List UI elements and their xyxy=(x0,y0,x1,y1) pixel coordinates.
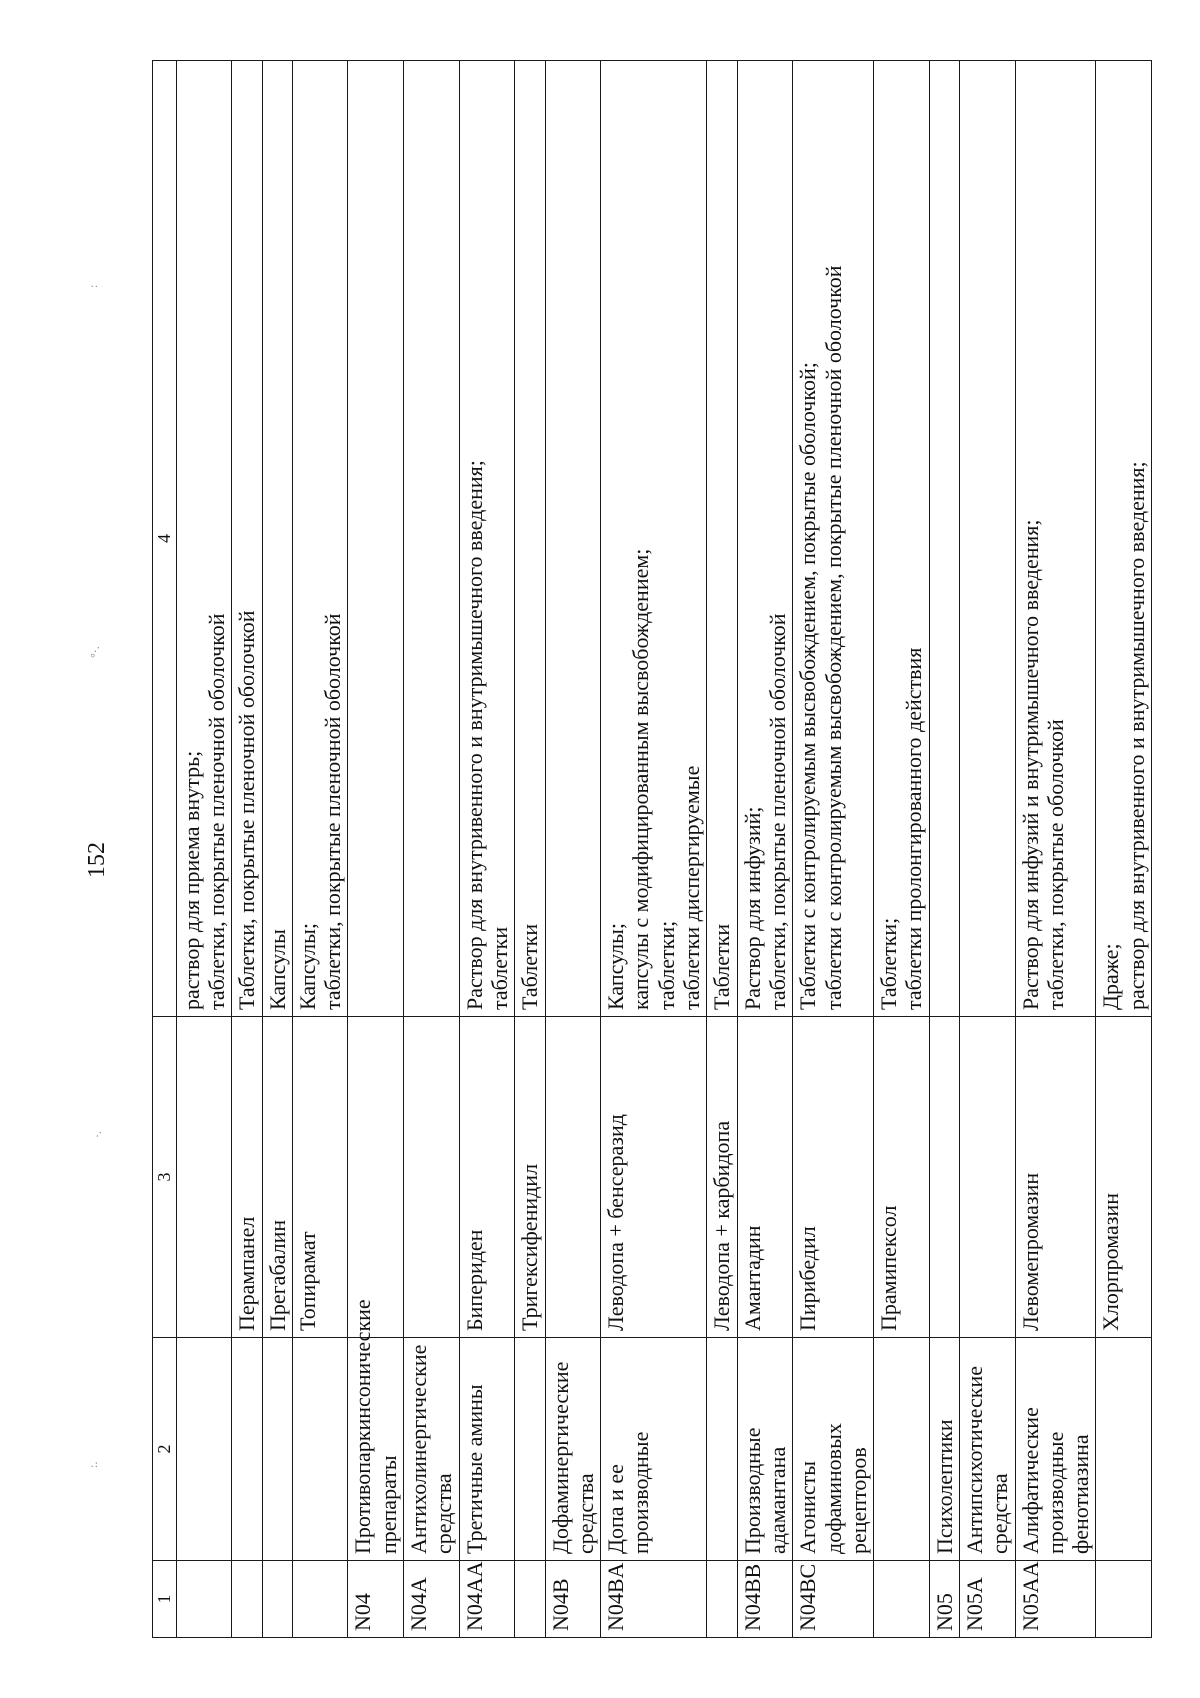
table-row xyxy=(960,61,1016,1638)
scan-mark: ·. xyxy=(90,1131,104,1138)
dosage-forms-cell: Драже; раствор для внутривенного и внутримышечного введения; xyxy=(1096,61,1152,1017)
atc-code-cell: N04BA xyxy=(601,1561,707,1638)
drug-name-cell: Тригексифенидил xyxy=(515,1017,545,1338)
drug-name-cell xyxy=(404,1017,460,1338)
table-row xyxy=(707,61,737,1638)
atc-code-cell xyxy=(1096,1561,1152,1638)
header-col-4: 4 xyxy=(153,61,177,1017)
drug-name-cell xyxy=(176,1017,232,1338)
group-name-cell: Агонисты дофаминовых рецепторов xyxy=(793,1338,874,1561)
table-row xyxy=(515,61,545,1638)
dosage-forms-cell xyxy=(404,61,460,1017)
drug-name-cell: Левомепромазин xyxy=(1015,1017,1096,1338)
atc-code-cell xyxy=(232,1561,262,1638)
drug-name-cell: Топирамат xyxy=(292,1017,348,1338)
dosage-forms-cell: Капсулы; капсулы с модифицированным высвобождением; таблетки; таблетки диспергируемые xyxy=(601,61,707,1017)
header-col-2: 2 xyxy=(153,1338,177,1561)
drug-name-cell: Прамипексол xyxy=(874,1017,930,1338)
header-col-1: 1 xyxy=(153,1561,177,1638)
table-row xyxy=(1096,61,1152,1638)
drug-name-cell: Леводопа + бенсеразид xyxy=(601,1017,707,1338)
header-row xyxy=(153,61,177,1638)
atc-code-cell: N04AA xyxy=(459,1561,515,1638)
atc-code-cell: N04BB xyxy=(737,1561,793,1638)
group-name-cell xyxy=(707,1338,737,1561)
table-row xyxy=(348,61,404,1638)
dosage-forms-cell: Таблетки с контролируемым высвобождением, покрытые оболочкой; таблетки с контролируемым высвобождением, покрытые пленочной оболочкой xyxy=(793,61,874,1017)
dosage-forms-cell xyxy=(348,61,404,1017)
group-name-cell: Производные адамантана xyxy=(737,1338,793,1561)
dosage-forms-cell xyxy=(929,61,959,1017)
dosage-forms-cell: Капсулы; таблетки, покрытые пленочной оболочкой xyxy=(292,61,348,1017)
table-row xyxy=(176,61,232,1638)
group-name-cell: Противопаркинсонические препараты xyxy=(348,1338,404,1561)
atc-code-cell xyxy=(707,1561,737,1638)
atc-code-cell xyxy=(292,1561,348,1638)
dosage-forms-cell: Раствор для инфузий и внутримышечного введения; таблетки, покрытые оболочкой xyxy=(1015,61,1096,1017)
drug-name-cell: Перампанел xyxy=(232,1017,262,1338)
atc-code-cell: N04 xyxy=(348,1561,404,1638)
dosage-forms-cell: Таблетки, покрытые пленочной оболочкой xyxy=(232,61,262,1017)
dosage-forms-cell: Таблетки xyxy=(707,61,737,1017)
table-row xyxy=(232,61,262,1638)
atc-code-cell: N04A xyxy=(404,1561,460,1638)
scan-mark: °·. xyxy=(88,646,102,658)
dosage-forms-cell: Капсулы xyxy=(262,61,292,1017)
group-name-cell xyxy=(262,1338,292,1561)
drug-name-cell: Леводопа + карбидопа xyxy=(707,1017,737,1338)
table-row xyxy=(793,61,874,1638)
drug-name-cell xyxy=(960,1017,1016,1338)
group-name-cell xyxy=(232,1338,262,1561)
drug-name-cell xyxy=(348,1017,404,1338)
table-row xyxy=(292,61,348,1638)
drug-name-cell xyxy=(545,1017,601,1338)
atc-code-cell xyxy=(262,1561,292,1638)
group-name-cell: Третичные амины xyxy=(459,1338,515,1561)
drug-name-cell: Хлорпромазин xyxy=(1096,1017,1152,1338)
atc-code-cell: N05 xyxy=(929,1561,959,1638)
dosage-forms-cell: раствор для приема внутрь; таблетки, покрытые пленочной оболочкой xyxy=(176,61,232,1017)
table-row xyxy=(404,61,460,1638)
drug-name-cell: Прегабалин xyxy=(262,1017,292,1338)
group-name-cell: Антипсихотические средства xyxy=(960,1338,1016,1561)
group-name-cell xyxy=(874,1338,930,1561)
group-name-cell: Антихолинергические средства xyxy=(404,1338,460,1561)
atc-code-cell xyxy=(176,1561,232,1638)
scan-mark: : xyxy=(86,284,100,288)
scan-mark: :. xyxy=(86,1461,100,1468)
atc-code-cell: N05AA xyxy=(1015,1561,1096,1638)
atc-code-cell xyxy=(515,1561,545,1638)
atc-code-cell: N04B xyxy=(545,1561,601,1638)
group-name-cell xyxy=(1096,1338,1152,1561)
drug-name-cell xyxy=(929,1017,959,1338)
group-name-cell xyxy=(292,1338,348,1561)
group-name-cell xyxy=(515,1338,545,1561)
atc-code-cell: N05A xyxy=(960,1561,1016,1638)
dosage-forms-cell: Раствор для инфузий; таблетки, покрытые пленочной оболочкой xyxy=(737,61,793,1017)
header-col-3: 3 xyxy=(153,1017,177,1338)
group-name-cell xyxy=(176,1338,232,1561)
group-name-cell: Психолептики xyxy=(929,1338,959,1561)
table-row xyxy=(929,61,959,1638)
group-name-cell: Алифатические производные фенотиазина xyxy=(1015,1338,1096,1561)
table-row xyxy=(874,61,930,1638)
table-row xyxy=(737,61,793,1638)
table-row xyxy=(262,61,292,1638)
dosage-forms-cell: Таблетки xyxy=(515,61,545,1017)
dosage-forms-cell: Таблетки; таблетки пролонгированного действия xyxy=(874,61,930,1017)
group-name-cell: Допа и ее производные xyxy=(601,1338,707,1561)
drug-table xyxy=(152,60,1152,1638)
atc-code-cell: N04BC xyxy=(793,1561,874,1638)
table-row xyxy=(1015,61,1096,1638)
dosage-forms-cell: Раствор для внутривенного и внутримышечного введения; таблетки xyxy=(459,61,515,1017)
page-number: 152 xyxy=(84,842,110,878)
drug-name-cell: Бипериден xyxy=(459,1017,515,1338)
atc-code-cell xyxy=(874,1561,930,1638)
table-row xyxy=(459,61,515,1638)
drug-name-cell: Амантадин xyxy=(737,1017,793,1338)
group-name-cell: Дофаминергические средства xyxy=(545,1338,601,1561)
drug-name-cell: Пирибедил xyxy=(793,1017,874,1338)
table-row xyxy=(601,61,707,1638)
table-row xyxy=(545,61,601,1638)
dosage-forms-cell xyxy=(545,61,601,1017)
dosage-forms-cell xyxy=(960,61,1016,1017)
